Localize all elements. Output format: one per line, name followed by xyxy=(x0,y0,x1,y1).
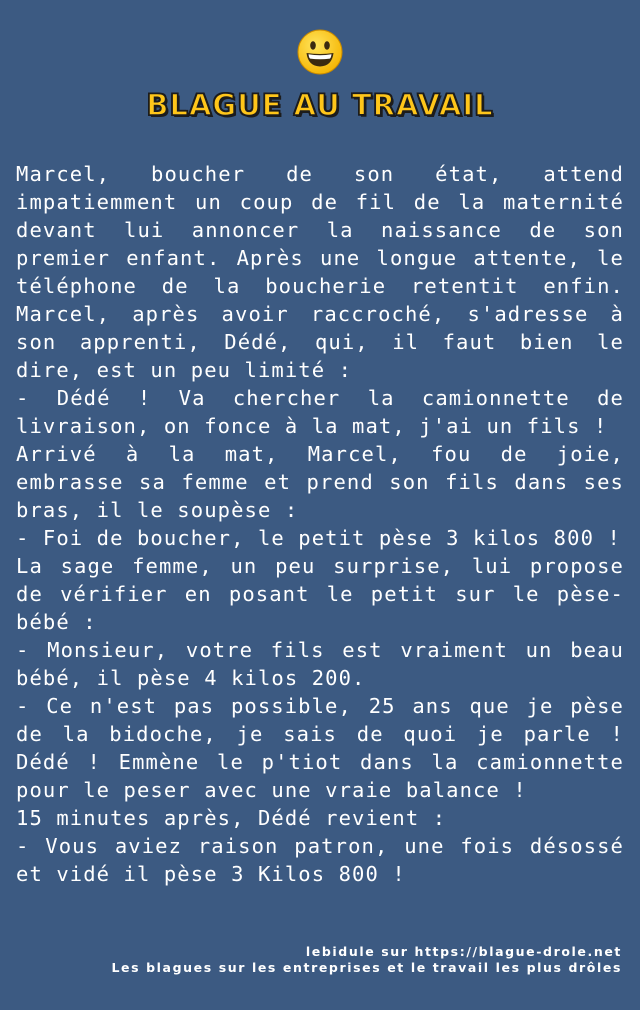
joke-text xyxy=(16,160,624,888)
joke-paragraph: - Foi de boucher, le petit pèse 3 kilos 800 ! xyxy=(16,526,621,550)
grinning-face-icon xyxy=(296,28,344,76)
joke-paragraph: La sage femme, un peu surprise, lui propose de vérifier en posant le petit sur le pèse-bébé : xyxy=(16,554,624,634)
joke-paragraph: Arrivé à la mat, Marcel, fou de joie, embrasse sa femme et prend son fils dans ses bras, il le soupèse : xyxy=(16,442,624,522)
joke-paragraph: 15 minutes après, Dédé revient : xyxy=(16,806,447,830)
header xyxy=(0,28,640,122)
joke-paragraph: - Vous aviez raison patron, une fois désossé et vidé il pèse 3 Kilos 800 ! xyxy=(16,834,624,886)
joke-paragraph: - Monsieur, votre fils est vraiment un beau bébé, il pèse 4 kilos 200. xyxy=(16,638,624,690)
footer xyxy=(22,944,622,976)
page-title: BLAGUE AU TRAVAIL xyxy=(146,88,494,122)
joke-paragraph: - Dédé ! Va chercher la camionnette de livraison, on fonce à la mat, j'ai un fils ! xyxy=(16,386,624,438)
joke-paragraph: Marcel, boucher de son état, attend impatiemment un coup de fil de la maternité devant lui annoncer la naissance de son premier enfant. Après une longue attente, le téléphone de la boucherie retentit enfin. Marcel, après avoir raccroché, s'adresse à son apprenti, Dédé, qui, il faut bien le dire, est un peu limité : xyxy=(16,162,624,382)
footer-tagline: Les blagues sur les entreprises et le travail les plus drôles xyxy=(111,960,622,975)
footer-credit: lebidule sur https://blague-drole.net xyxy=(305,944,622,959)
joke-paragraph: - Ce n'est pas possible, 25 ans que je pèse de la bidoche, je sais de quoi je parle ! Dédé ! Emmène le p'tiot dans la camionnette pour le peser avec une vraie balance ! xyxy=(16,694,624,802)
